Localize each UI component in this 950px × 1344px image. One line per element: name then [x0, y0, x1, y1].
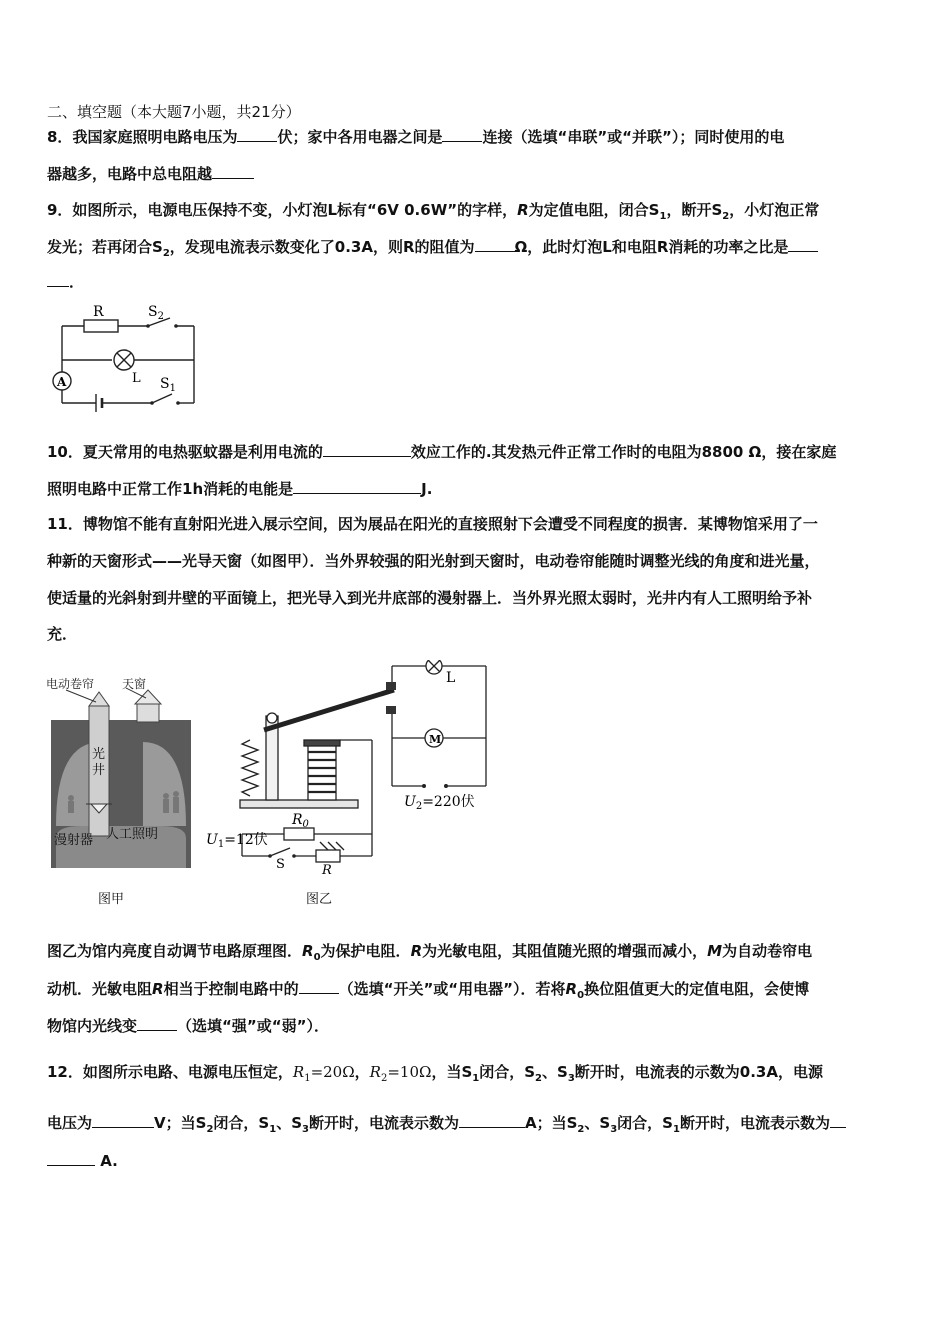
q12-sub: 2 — [206, 1124, 214, 1135]
q9-line3 — [47, 272, 84, 292]
figa-label-skylight: 天窗 — [122, 677, 147, 691]
q9-blank-ratio-cont — [47, 272, 69, 287]
q9-text: ，小灯泡正常 — [729, 201, 820, 219]
q12-blank-current2[interactable] — [830, 1113, 846, 1128]
caption-figure-a: 图甲 — [98, 892, 125, 907]
q12-text: 12．如图所示电路、电源电压恒定， — [47, 1063, 293, 1081]
q11-text: 相当于控制电路中的 — [163, 980, 299, 998]
q11-text: （选填“开关”或“用电器”）．若将 — [338, 980, 566, 998]
section-heading — [47, 102, 301, 122]
q11-sub: 0 — [577, 990, 585, 1001]
section-heading-text: 二、填空题（本大题7小题，共21分） — [47, 103, 301, 121]
figa-label-curtain: 电动卷帘 — [46, 677, 95, 691]
q12-sub: 2 — [535, 1073, 542, 1084]
q8-blank-connection[interactable] — [442, 127, 482, 142]
q10-blank-effect[interactable] — [323, 442, 411, 457]
q9-text: 9．如图所示，电源电压保持不变，小灯泡L标有“6V 0.6W”的字样， — [47, 201, 518, 219]
skylight-box — [137, 704, 159, 722]
q12-blank-voltage[interactable] — [92, 1113, 154, 1128]
q12-text: 、S — [276, 1114, 302, 1132]
q12-text: 断开时，电流表的示数为0.3A，电源 — [574, 1063, 823, 1081]
figa-label-well2: 井 — [92, 763, 106, 778]
q12-text: V；当S — [154, 1114, 207, 1132]
q10-text: 效应工作的.其发热元件正常工作时的电阻为8800 Ω，接在家庭 — [410, 443, 837, 461]
q12-sub: 2 — [577, 1124, 585, 1135]
q11-question-line3 — [47, 1016, 329, 1036]
q9-sub: 2 — [162, 248, 170, 259]
q9-line2 — [47, 237, 818, 264]
q9-sub: 1 — [659, 211, 667, 222]
q9-fig-label-r: R — [93, 304, 104, 320]
q11-text: （选填“强”或“弱”）． — [177, 1017, 329, 1035]
skylight-roof — [135, 690, 161, 704]
q8-line2 — [47, 164, 254, 184]
lever-arm — [264, 690, 394, 730]
q12-text: 闭合，S — [617, 1114, 673, 1132]
q10-text: J. — [421, 480, 433, 498]
q10-text: 照明电路中正常工作1h消耗的电能是 — [47, 480, 294, 498]
q11-line2: 种新的天窗形式——光导天窗（如图甲）．当外界较强的阳光射到天窗时，电动卷帘能随时调整光线的角度和进光量， — [47, 552, 820, 570]
q10-line2 — [47, 479, 432, 499]
q8-text: 器越多，电路中总电阻越 — [47, 165, 213, 183]
figb-label-r0: $R_0$ — [292, 812, 309, 830]
q12-blank-current1[interactable] — [459, 1113, 525, 1128]
q11-text: 图乙为馆内亮度自动调节电路原理图． — [47, 942, 303, 960]
q11-text: 换位阻值更大的定值电阻，会使博 — [584, 980, 810, 998]
q11-blank-light[interactable] — [137, 1016, 177, 1031]
q12-text: A；当S — [524, 1114, 578, 1132]
q12-sub: 3 — [610, 1124, 618, 1135]
q11-question-line1 — [47, 941, 812, 968]
q11-text: 为光敏电阻，其阻值随光照的增强而减小， — [422, 942, 708, 960]
figa-label-well1: 光 — [92, 747, 106, 762]
q12-r1-formula: $R_1=20\Omega$ — [292, 1063, 355, 1084]
q11-symbol-r0: R — [302, 942, 314, 960]
q11-line4: 充． — [47, 625, 78, 643]
q11-text: 为自动卷帘电 — [722, 942, 813, 960]
q12-r2-formula: $R_2=10\Omega$ — [369, 1063, 432, 1084]
q11-symbol-r: R — [152, 980, 164, 998]
q11-text: 物馆内光线变 — [47, 1017, 138, 1035]
q12-line1 — [47, 1062, 823, 1089]
q12-text: A. — [100, 1152, 118, 1170]
q12-text: 断开时，电流表示数为 — [308, 1114, 459, 1132]
q11-symbol-r0: R — [565, 980, 578, 998]
q12-text: ，当S — [431, 1063, 473, 1081]
q8-text: 伏；家中各用电器之间是 — [277, 128, 443, 146]
figb-label-u2: $U_2=220$伏 — [404, 794, 475, 812]
q12-text: 断开时，电流表示数为 — [679, 1114, 830, 1132]
q11-symbol-m: M — [707, 942, 723, 960]
q9-text: ． — [69, 273, 85, 291]
q9-fig-label-a: A — [57, 375, 67, 389]
q9-fig-label-s2: $S_2$ — [148, 304, 164, 322]
q11-line3: 使适量的光斜射到井壁的平面镜上，把光导入到光井底部的漫射器上．当外界光照太弱时，光井内有人工照明给予补 — [47, 589, 813, 607]
q9-symbol-r: R — [517, 201, 529, 219]
q12-text: 闭合，S — [213, 1114, 270, 1132]
q9-text: 为定值电阻，闭合S — [528, 201, 660, 219]
switch-s-blade — [270, 848, 290, 856]
q12-line3 — [47, 1151, 118, 1171]
q10-line1 — [47, 442, 836, 462]
q9-fig-label-s1: $S_1$ — [160, 376, 176, 394]
figa-label-diffuser: 漫射器 — [54, 833, 94, 848]
q11-blank-role[interactable] — [299, 979, 339, 994]
q12-line2 — [47, 1113, 846, 1140]
q12-text: 、S — [584, 1114, 611, 1132]
q12-sub: 1 — [269, 1124, 277, 1135]
figb-label-s: S — [276, 857, 285, 872]
q12-text: 、S — [542, 1063, 568, 1081]
q11-text: 动机．光敏电阻 — [47, 980, 153, 998]
q12-blank-current2-cont — [47, 1151, 95, 1166]
resistor-r-symbol — [84, 320, 118, 332]
q12-text: 电压为 — [47, 1114, 93, 1132]
q12-sub: 3 — [567, 1073, 575, 1084]
q11-question-line2 — [47, 979, 809, 1006]
q11-sub: 0 — [313, 952, 321, 963]
q9-blank-ratio[interactable] — [788, 237, 818, 252]
q9-fig-label-l: L — [132, 371, 141, 386]
q8-blank-voltage[interactable] — [237, 127, 277, 142]
figb-label-lamp: L — [446, 670, 456, 686]
q9-text: ，断开S — [666, 201, 723, 219]
q9-sub: 2 — [722, 211, 730, 222]
q12-text: ， — [354, 1063, 370, 1081]
figb-label-u1: $U_1=12$伏 — [206, 832, 268, 850]
q11-line1: 11．博物馆不能有直射阳光进入展示空间，因为展品在阳光的直接照射下会遭受不同程度的损害．某博物馆采用了一 — [47, 515, 818, 533]
photoresistor-symbol — [316, 850, 340, 862]
figb-label-motor: M — [429, 733, 442, 746]
q12-sub: 1 — [472, 1073, 480, 1084]
q9-blank-resistance[interactable] — [475, 237, 515, 252]
q10-blank-energy[interactable] — [293, 479, 421, 494]
q9-circuit-diagram — [44, 298, 204, 418]
q8-number: 8． — [47, 128, 73, 146]
relay-base — [240, 800, 358, 808]
q9-text: ，发现电流表示数变化了0.3A，则R的阻值为 — [169, 238, 475, 256]
figure-relay-circuit — [204, 660, 500, 874]
figb-label-r: R — [322, 863, 332, 874]
q8-blank-resistance[interactable] — [212, 164, 254, 179]
q12-sub: 3 — [302, 1124, 309, 1135]
switch-s1-blade — [152, 394, 172, 403]
q8-text: 连接（选填“串联”或“并联”）；同时使用的电 — [482, 128, 785, 146]
caption-figure-b: 图乙 — [306, 892, 333, 907]
q11-symbol-r: R — [410, 942, 423, 960]
curtain-roof — [89, 692, 109, 706]
q9-line1 — [47, 200, 819, 227]
q9-text: 发光；若再闭合S — [47, 238, 163, 256]
q8-line1 — [47, 127, 784, 147]
q11-text: 为保护电阻． — [320, 942, 411, 960]
q9-text: Ω，此时灯泡L和电阻R消耗的功率之比是 — [514, 238, 789, 256]
figa-label-light: 人工照明 — [106, 827, 159, 842]
resistor-r0-symbol — [284, 828, 314, 840]
figure-skylight — [46, 676, 196, 871]
q12-text: 闭合，S — [479, 1063, 536, 1081]
q10-text: 10．夏天常用的电热驱蚊器是利用电流的 — [47, 443, 323, 461]
q12-sub: 1 — [672, 1124, 680, 1135]
q8-text: 我国家庭照明电路电压为 — [72, 128, 238, 146]
spring-symbol — [242, 740, 258, 796]
